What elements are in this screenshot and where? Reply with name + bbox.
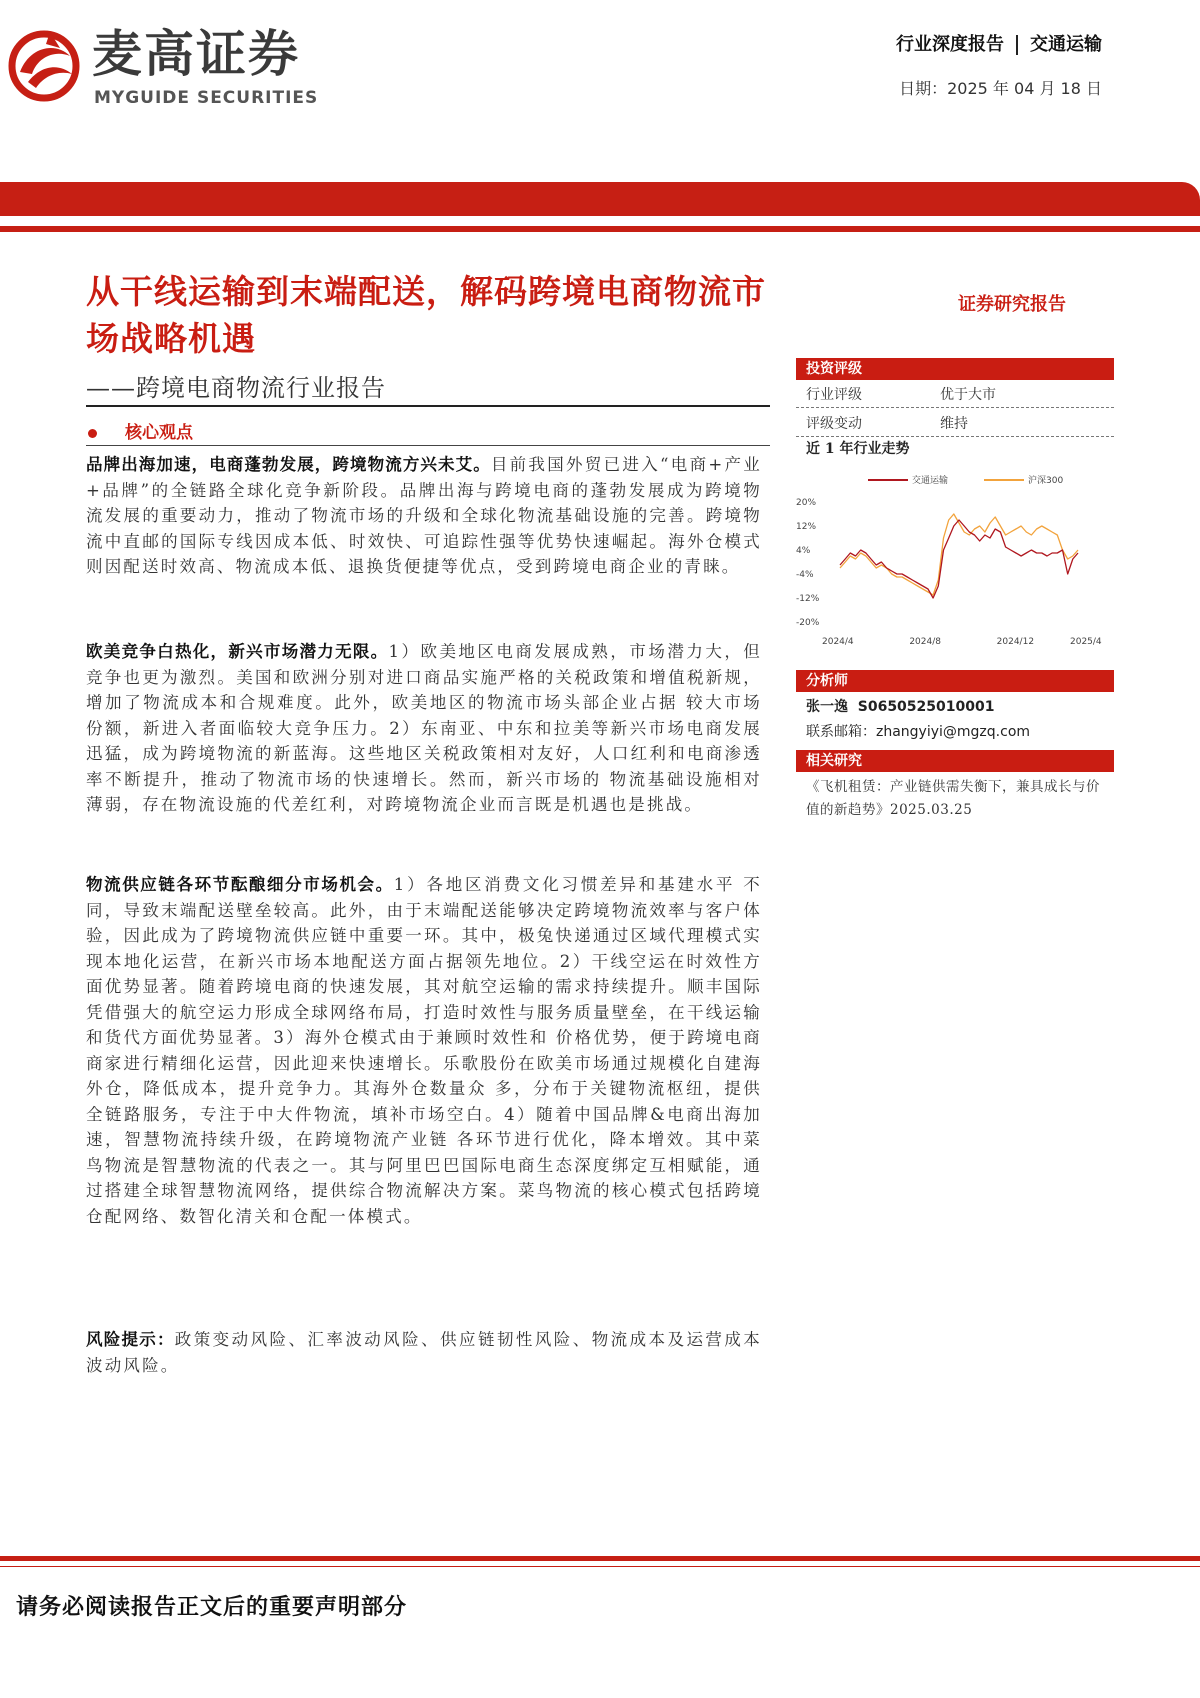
industry-name: 交通运输	[1030, 34, 1102, 55]
risk-paragraph	[86, 1327, 762, 1378]
section-divider	[86, 445, 770, 446]
report-date: 日期：2025 年 04 月 18 日	[899, 79, 1102, 98]
paragraph-text: 1）欧美地区电商发展成熟，市场潜力大，但竞争也更为激烈。美国和欧洲分别对进口商品实施严格的关税政策和增值税新规，增加了物流成本和合规难度。此外，欧美地区的物流市场头部企业占据 较大市场份额，新进入者面临较大竞争压力。2）东南亚、中东和拉美等新兴市场电商发展迅猛，成为跨境物流的新蓝海。这些地区关税政策相对友好，人口红利和电商渗透率不断提升，推动了物流市场的快速增长。然而，新兴市场的 物流基础设施相对薄弱，存在物流设施的代差红利，对跨境物流企业而言既是机遇也是挑战。	[86, 642, 763, 814]
research-report-tag: 证券研究报告	[958, 294, 1066, 315]
logo-name-en: MYGUIDE SECURITIES	[94, 88, 319, 108]
paragraph-lead: 欧美竞争白热化，新兴市场潜力无限。	[86, 642, 389, 661]
dashed-divider	[796, 407, 1114, 408]
y-tick-label: 20%	[796, 498, 817, 508]
related-research-item[interactable]: 《飞机租赁：产业链供需失衡下，兼具成长与价值的新趋势》2025.03.25	[806, 779, 1100, 818]
core-paragraph-2	[86, 639, 762, 818]
core-paragraph-1	[86, 452, 762, 580]
x-tick-label: 2024/8	[909, 637, 942, 647]
y-tick-label: -4%	[796, 570, 814, 580]
rating-change-row	[806, 413, 1106, 433]
y-tick-label: 12%	[796, 522, 817, 532]
paragraph-text: 政策变动风险、汇率波动风险、供应链韧性风险、物流成本及运营成本波动风险。	[86, 1330, 763, 1375]
rating-header: 投资评级	[796, 358, 1114, 380]
y-tick-label: 4%	[796, 546, 811, 556]
dashed-divider	[796, 436, 1114, 437]
chart-title: 近 1 年行业走势	[806, 441, 910, 457]
paragraph-text: 1）各地区消费文化习惯差异和基建水平 不同，导致末端配送壁垒较高。此外，由于末端配送能够决定跨境物流效率与客户体验，因此成为了跨境物流供应链中重要一环。其中，极兔快递通过区域代理模式实现本地化运营，在新兴市场本地配送方面占据领先地位。2）干线空运在时效性方面优势显著。随着跨境电商的快速发展，其对航空运输的需求持续提升。顺丰国际凭借强大的航空运力形成全球网络布局，打造时效性与服务质量壁垒，在干线运输和货代方面优势显著。3）海外仓模式由于兼顾时效性和 价格优势，便于跨境电商商家进行精细化运营，因此迎来快速增长。乐歌股份在欧美市场通过规模化自建海外仓，降低成本，提升竞争力。其海外仓数量众 多，分布于关键物流枢纽，提供全链路服务，专注于中大件物流，填补市场空白。4）随着中国品牌&电商出海加速，智慧物流持续升级，在跨境物流产业链 各环节进行优化，降本增效。其中菜鸟物流是智慧物流的代表之一。其与阿里巴巴国际电商生态深度绑定互相赋能，通过搭建全球智慧物流网络，提供综合物流解决方案。菜鸟物流的核心模式包括跨境仓配网络、数智化清关和仓配一体模式。	[86, 875, 763, 1226]
page-subtitle: ——跨境电商物流行业报告	[86, 374, 386, 402]
y-tick-label: -12%	[796, 594, 820, 604]
x-tick-label: 2024/4	[822, 637, 854, 647]
core-view-heading	[88, 418, 193, 443]
analyst-header: 分析师	[796, 670, 1114, 692]
paragraph-lead: 物流供应链各环节酝酿细分市场机会。	[86, 875, 394, 894]
footer-red-line	[0, 1556, 1200, 1561]
rating-value: 优于大市	[940, 387, 996, 403]
paragraph-lead: 品牌出海加速，电商蓬勃发展，跨境物流方兴未艾。	[86, 455, 491, 474]
trend-chart	[796, 462, 1114, 662]
series-line	[840, 514, 1078, 595]
analyst-cert: S0650525010001	[857, 699, 995, 715]
legend-label: 交通运输	[912, 476, 949, 486]
core-paragraph-3	[86, 872, 762, 1229]
bullet-dot-icon	[88, 429, 97, 438]
rating-row	[806, 384, 1106, 404]
header-red-band	[0, 182, 1200, 216]
core-view-heading-text: 核心观点	[125, 423, 193, 443]
analyst-email[interactable]: 联系邮箱：zhangyiyi@mgzq.com	[806, 724, 1031, 740]
logo-mark	[6, 26, 86, 102]
y-tick-label: -20%	[796, 618, 820, 628]
footer-thin-line	[0, 1566, 1200, 1567]
header-red-line	[0, 226, 1200, 232]
title-divider	[86, 405, 770, 407]
series-line	[840, 520, 1078, 598]
legend-label: 沪深300	[1028, 476, 1064, 486]
report-type: 行业深度报告	[896, 34, 1004, 55]
analyst-name-line	[806, 696, 994, 716]
analyst-name: 张一逸	[806, 699, 848, 715]
related-research-header: 相关研究	[796, 750, 1114, 772]
x-tick-label: 2025/4	[1070, 637, 1102, 647]
footer-disclaimer: 请务必阅读报告正文后的重要声明部分	[16, 1594, 408, 1620]
report-type-line	[896, 30, 1102, 56]
logo-name-cn: 麦高证券	[92, 25, 300, 83]
rating-value: 维持	[940, 416, 968, 432]
rating-key: 评级变动	[806, 416, 862, 432]
paragraph-lead: 风险提示：	[86, 1330, 175, 1349]
rating-key: 行业评级	[806, 387, 862, 403]
page-title: 从干线运输到末端配送，解码跨境电商物流市场战略机遇	[86, 272, 766, 358]
paragraph-text: 目前我国外贸已进入“电商+产业+品牌”的全链路全球化竞争新阶段。品牌出海与跨境电商的蓬勃发展成为跨境物流发展的重要动力，推动了物流市场的升级和全球化物流基础设施的完善。跨境物流中直邮的国际专线因成本低、时效快、可追踪性强等优势快速崛起。海外仓模式则因配送时效高、物流成本低、退换货便捷等优点，受到跨境电商企业的青睐。	[86, 455, 763, 576]
x-tick-label: 2024/12	[996, 637, 1035, 647]
